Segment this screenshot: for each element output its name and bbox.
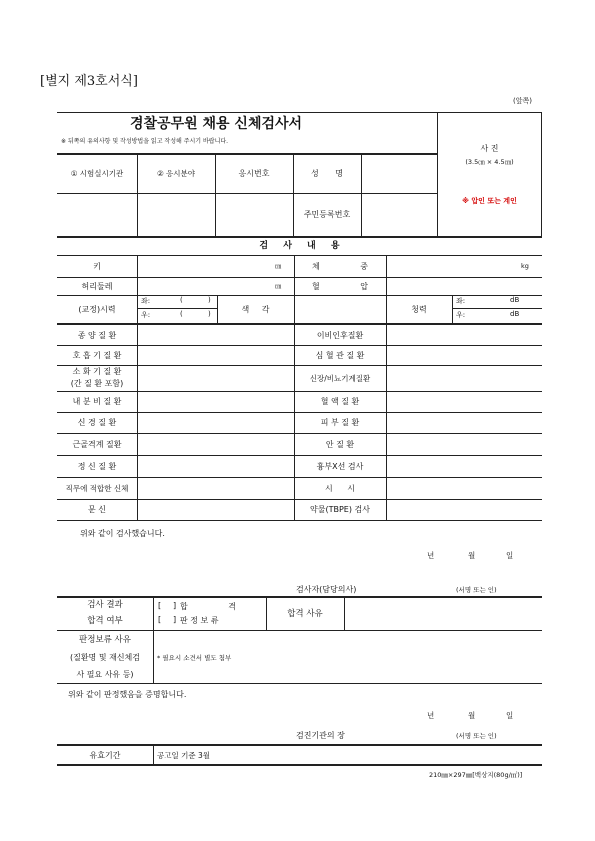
rule	[452, 295, 453, 323]
rule	[57, 112, 542, 113]
rule	[437, 112, 438, 236]
attachment-note: * 필요시 소견서 별도 첨부	[157, 654, 232, 662]
left-ear-label: 좌:	[456, 297, 466, 305]
photo-size: (3.5㎝ × 4.5㎝)	[465, 157, 514, 166]
left-ear-unit: dB	[510, 296, 520, 304]
rule	[541, 112, 542, 236]
rule	[386, 325, 387, 520]
rule	[215, 153, 216, 236]
paper-spec: 210㎜×297㎜[백상지(80g/㎡)]	[429, 771, 523, 779]
height-unit: ㎝	[274, 262, 282, 270]
rule	[344, 598, 345, 630]
chest-xray-label: 흉부X선 검사	[316, 461, 364, 471]
color-vision-label: 색 각	[241, 304, 270, 314]
musculoskeletal-disease-label: 근골격계 질환	[72, 439, 122, 449]
rule	[57, 477, 542, 478]
left-eye-open: (	[180, 296, 183, 304]
waist-label: 허리둘레	[81, 282, 113, 291]
right-eye-close: )	[208, 310, 211, 318]
rule	[137, 325, 138, 520]
agency-label: ① 시험실시기관	[70, 168, 124, 178]
result-date-month: 월	[468, 711, 476, 720]
institution-head-label: 검진기관의 장	[296, 731, 345, 740]
rule	[153, 598, 154, 630]
form-title: 경찰공무원 채용 신체검사서	[130, 116, 303, 132]
validity-label: 유효기간	[89, 750, 121, 760]
endocrine-disease-label: 내 분 비 질 환	[72, 397, 122, 406]
rule	[57, 365, 542, 366]
rule	[57, 499, 542, 500]
left-eye-label: 좌:	[141, 297, 151, 305]
rule	[57, 455, 542, 456]
tumor-disease-label: 종 양 질 환	[77, 330, 117, 340]
mental-disease-label: 정 신 질 환	[77, 461, 117, 471]
digestive-disease-sublabel: (간 질 환 포함)	[70, 379, 124, 388]
right-eye-label: 우:	[141, 311, 151, 319]
rule	[57, 630, 542, 631]
respiratory-disease-label: 호 흡 기 질 환	[72, 350, 122, 360]
exam-certify-text: 위와 같이 검사했습니다.	[80, 529, 165, 538]
hold-option-label: 판 정 보 류	[180, 616, 219, 625]
left-eye-close: )	[208, 296, 211, 304]
examiner-sign-label: (서명 또는 인)	[456, 586, 497, 594]
annex-label: [별지 제3호서식]	[40, 74, 138, 89]
instruction-note: ※ 뒤쪽의 유의사항 및 작성방법을 읽고 작성해 주시기 바랍니다.	[61, 138, 229, 145]
hold-checkbox-open[interactable]: [	[158, 615, 162, 624]
examiner-label: 검사자(담당의사)	[296, 585, 357, 594]
photo-stamp-note: ※ 압인 또는 계인	[462, 196, 517, 205]
right-eye-open: (	[180, 310, 183, 318]
rule	[361, 153, 362, 236]
validity-value: 공고일 기준 3월	[157, 751, 211, 760]
field-label: ② 응시분야	[156, 168, 196, 178]
rule	[266, 598, 267, 630]
rule	[57, 520, 542, 521]
pass-option-label: 합 격	[180, 602, 236, 611]
rule	[294, 255, 295, 323]
rule	[57, 764, 542, 766]
vision-label: (교정)시력	[78, 304, 116, 314]
exam-date-month: 월	[468, 551, 476, 560]
rule	[137, 255, 138, 323]
section-title: 검 사 내 용	[259, 241, 340, 251]
rule	[137, 153, 138, 236]
ent-disease-label: 이비인후질환	[316, 330, 364, 340]
exam-number-label: 응시번호	[238, 168, 270, 178]
visual-field-label: 시 시	[325, 483, 355, 493]
waist-unit: ㎝	[274, 282, 282, 290]
rule	[217, 295, 218, 323]
exam-date-day: 일	[506, 551, 514, 560]
hold-checkbox-close[interactable]: ]	[173, 615, 177, 624]
renal-urinary-disease-label: 신장/비뇨기계질환	[309, 373, 371, 383]
exam-result-label: 검사 결과	[87, 600, 123, 610]
rule	[386, 255, 387, 323]
cardiovascular-disease-label: 심 혈 관 질 환	[315, 350, 365, 360]
rule	[137, 308, 217, 309]
pass-status-label: 합격 여부	[87, 616, 123, 626]
pass-checkbox-open[interactable]: [	[158, 601, 162, 610]
pass-reason-label: 합격 사유	[287, 608, 323, 619]
result-date-day: 일	[506, 711, 514, 720]
hold-reason-label-line2: (질환명 및 재신체검	[69, 652, 141, 662]
rule	[153, 746, 154, 764]
job-fitness-label: 직무에 적합한 신체	[65, 483, 129, 493]
name-label: 성 명	[311, 168, 343, 178]
result-date-year: 년	[427, 711, 435, 720]
rule	[294, 325, 295, 520]
rule	[57, 345, 542, 346]
photo-label: 사 진	[480, 143, 499, 153]
weight-label: 체 중	[312, 262, 368, 271]
neurological-disease-label: 신 경 질 환	[77, 418, 117, 427]
rule	[57, 412, 542, 413]
hold-reason-label-line3: 사 필요 사유 등)	[76, 669, 134, 679]
rule	[153, 630, 154, 683]
rule	[57, 391, 542, 392]
blood-pressure-label: 혈 압	[312, 282, 368, 291]
eye-disease-label: 안 질 환	[325, 439, 355, 449]
rule	[57, 683, 542, 684]
right-ear-unit: dB	[510, 310, 520, 318]
hearing-label: 청력	[411, 304, 427, 314]
rule	[57, 153, 437, 155]
pass-checkbox-close[interactable]: ]	[173, 601, 177, 610]
drug-test-label: 약물(TBPE) 검사	[310, 505, 370, 514]
rrn-label: 주민등록번호	[303, 210, 351, 219]
blood-disease-label: 혈 액 질 환	[320, 397, 360, 406]
tattoo-label: 문 신	[88, 505, 106, 514]
height-label: 키	[93, 262, 101, 271]
digestive-disease-label: 소 화 기 질 환	[72, 367, 122, 376]
rule	[293, 153, 294, 236]
skin-disease-label: 피 부 질 환	[320, 418, 360, 427]
result-certify-text: 위와 같이 판정했음을 증명합니다.	[68, 690, 187, 699]
right-ear-label: 우:	[456, 311, 466, 319]
hold-reason-label-line1: 판정보류 사유	[79, 634, 131, 645]
exam-date-year: 년	[427, 551, 435, 560]
rule	[57, 193, 437, 194]
institution-sign-label: (서명 또는 인)	[456, 732, 497, 740]
rule	[57, 433, 542, 434]
rule	[452, 308, 542, 309]
front-side-label: (앞쪽)	[513, 97, 532, 105]
weight-unit: kg	[521, 262, 529, 270]
